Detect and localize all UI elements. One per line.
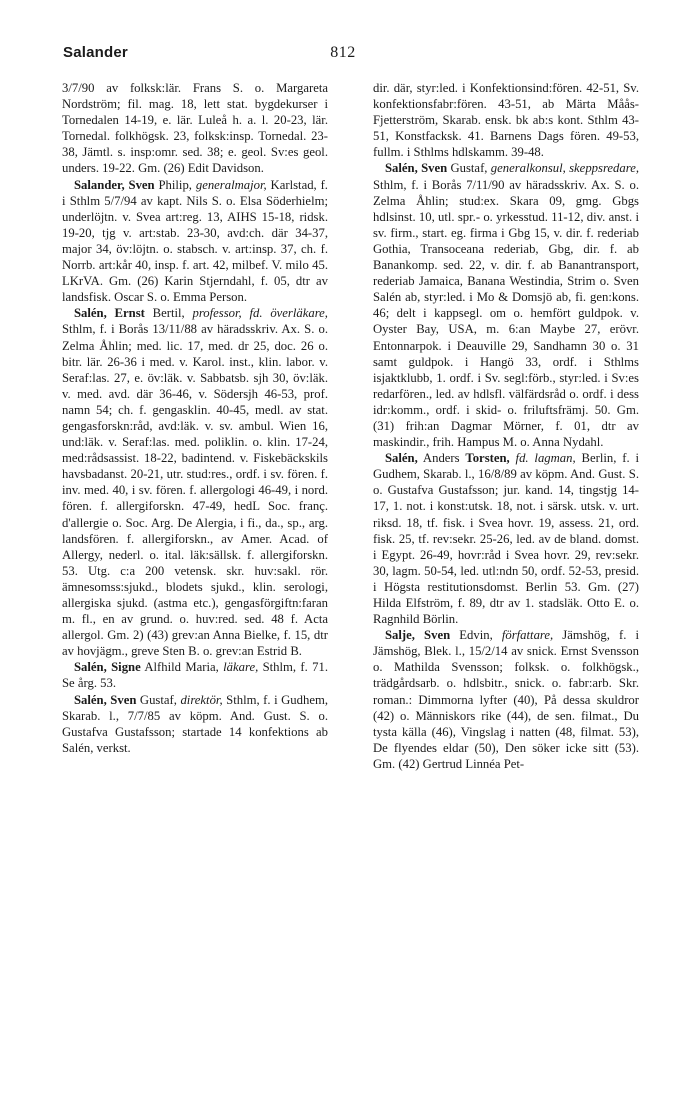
entry-occupation: fd. lagman,: [509, 451, 576, 466]
entry-occupation: författare,: [501, 628, 554, 643]
entry-headword: Salén,: [385, 451, 418, 466]
entry-occupation: direktör,: [180, 692, 223, 707]
entry-headword-secondary: Torsten,: [465, 451, 510, 466]
entry-headword: Salén, Sven: [74, 692, 137, 707]
entry-salen-torsten: Salén, Anders Torsten, fd. lagman, Berlin, f. i Gudhem, Skarab. l., 16/8/89 av köpm. And. Gust. S. o. Gustafva Gustafsson; jur. kand. 14, tingstjg 14-17, 1. not. i konst:utsk. 18, not. i särsk. utsk. v. urt. riksd. 18, tf. fisk. i Svea hovr. 19, assess. 21, ord. fisk. 25, tf. rev:sekr. 25-26, led. av de bland. domst. i Egypt. 26-49, hovr:råd i Svea hovr. 29, rev:sekr. 30, lagm. 50-54, led. utl:ndn 50, ordf. 52-53, presid. i Högsta restitutionsdomst. Berlin 53. Gm. (27) Hilda Elfström, f. 89, dtr av 1. stadsläk. Otto E. o. Ragnhild Börlin.: [373, 451, 639, 627]
entry-headword: Salén, Ernst: [74, 306, 145, 321]
page-header: [63, 44, 643, 66]
entry-headword: Salander, Sven: [74, 177, 155, 192]
entry-salen-sven-direktor: Salén, Sven Gustaf, direktör, Sthlm, f. i Gudhem, Skarab. l., 7/7/85 av köpm. And. Gust. S. o. Gustafva Gustafsson; startade 14 konfektions ab Salén, verkst.: [62, 692, 329, 755]
entry-headword: Salje, Sven: [385, 628, 451, 643]
entry-occupation: läkare,: [223, 660, 259, 675]
entry-salen-signe: Salén, Signe Alfhild Maria, läkare, Sthlm, f. 71. Se årg. 53.: [62, 660, 328, 691]
entry-salander-sven: Salander, Sven Philip, generalmajor, Karlstad, f. i Sthlm 5/7/94 av kapt. Nils S. o. Elsa Söderhielm; underlöjtn. v. Svea art:reg. 13, AIHS 15-18, ridsk. 19-20, tjg v. art:stab. 23-30, avd:ch. där 34-37, major 34, öv:löjtn. o. stabsch. v. art:insp. 37, ch. f. Norrb. art:kår 40, insp. f. art. 42, milbef. V. milo 45. LKrVA. Gm. (26) Karin Stjerndahl, f. 05, dtr av landsfisk. Oscar S. o. Emma Person.: [62, 177, 328, 305]
entry-salje-sven: Salje, Sven Edvin, författare, Jämshög, f. i Jämshög, Blek. l., 15/2/14 av snick. Ernst Svensson o. Mathilda Svensson; folksk. o. folkhögsk., trädgårdsarb. o. hdlsbitr., snick. o. fabr:arb. Skr. roman.: Dimmorna lyfter (40), På dessa skuldror (42) o. Människors rike (44), de sen. filmat., Du tysta källa (46), Vingslag i natten (48, filmat. 53), De flyendes eldar (50), Den söker icke sitt (53). Gm. (42) Gertrud Linnéa Pet-: [373, 628, 639, 771]
entry-occupation: generalkonsul, skeppsredare,: [490, 161, 639, 176]
entry-headword: Salén, Sven: [385, 161, 448, 176]
right-column: [373, 80, 639, 772]
entry-salen-ernst: Salén, Ernst Bertil, professor, fd. överläkare, Sthlm, f. i Borås 13/11/88 av häradsskriv. Ax. S. o. Zelma Åhlin; med. lic. 17, med. dr 25, doc. 26 o. bitr. lär. 26-36 i med. v. Karol. inst., klin. labor. v. Seraf:las. 27, e. öv:läk. v. Sabbatsb. sjh 30, öv:läk. v. med. avd. där 36-46, v. Södersjh 46-53, prof. namn 54; ch. f. gengasklin. 40-45, medl. av stat. gengasforskn:råd, avd:läk. v. sv. ambul. Wien 16, und:läk. v. Seraf:las. med. poliklin. o. klin. 17-24, med:rådsassist. 18-22, badintend. v. Fiskebäckskils havsbadanst. 20-21, utr. stud:res., ordf. i sv. fören. f. inv. med. 40, i sv. fören. f. allergologi 46-49, i nord. fören. f. allergiforskn. 47-49, hedL Soc. franç. d'allergie o. Soc. Arg. De Alergia, i fi., da., sp., arg. landsfören. f. allergiforskn., av Amer. Acad. of Allergy, nederl. o. ital. läk:sällsk. f. allergiforskn. 53. Utg. c:a 200 vetensk. skr. huv:sakl. rör. ämnesomss:sjukd., blodets sjukd., klin. serologi, allergiska sjukd. (astma etc.), gengasförgiftn:faran m. fl., en av grund. o. huv:red. sed. 48 f. Acta allergol. Gm. 2) (43) grev:an Anna Bielke, f. 15, dtr av hovjägm., greve Sten B. o. grev:an Estrid B.: [62, 306, 328, 659]
page-number: 812: [330, 44, 356, 61]
entry-occupation: generalmajor,: [195, 177, 267, 192]
entry-headword: Salén, Signe: [74, 660, 141, 675]
running-head: Salander: [63, 44, 128, 61]
left-column: [62, 80, 328, 756]
entry-occupation: professor, fd. överläkare,: [192, 306, 328, 321]
entry-salen-sven-generalkonsul: Salén, Sven Gustaf, generalkonsul, skeppsredare, Sthlm, f. i Borås 7/11/90 av häradsskriv. Ax. S. o. Zelma Åhlin; stud:ex. Skara 09, gmg. Gbgs hdlsinst. 10, utl. spr.- o. yrkesstud. 11-12, div. anst. i sv. firm., start. eg. firma i Gbg 15, v. dir. f. rederiab Gothia, Transoceana rederiab, Gbg, dir. f. ab Banankomp. sed. 22, v. dir. f. ab Banantransport, rederiab Jamaica, Banana Westindia, Strim o. Sven Salén ab, styr:led. i Mo & Domsjö ab, fi. gen:kons. 46; delt i kappsegl. om o. hemfört guldpok. v. Oyster Bay, USA, m. 6:an Maybe 27, erövr. Entonnarpok. i Deauville 29, Sandhamn 30 o. 31 samt guldpok. i Hangö 33, ordf. i Sthlms isjaktklubb, 1. ordf. i Sv. segl:förb., styr:led. i Sv:es redarfören., led. av hdlsfl. välfärdsråd o. ordf. i dess idr:komm., ordf. i skid- o. friluftsfrämj. 50. Gm. (31) frih:an Dagmar Mörner, f. 01, dtr av maskindir., frih. Hampus M. o. Anna Nydahl.: [373, 161, 639, 450]
entry-continuation: dir. där, styr:led. i Konfektionsind:fören. 42-51, Sv. konfektionsfabr:fören. 43-51, ab Märta Måås-Fjetterström, Skarab. ensk. bk ab:s kont. Sthlm 43-51, Konstfacksk. 41. Barnens Dags fören. 49-53, fullm. i Sthlms hdlskamm. 39-48.: [373, 81, 639, 160]
entry-continuation: 3/7/90 av folksk:lär. Frans S. o. Margareta Nordström; fil. mag. 18, lett stat. bygdekurser i Tornedalen 14-19, e. lär. Luleå h. a. l. 20-23, lär. Tornedal. folkhögsk. 23, folksk:insp. Tornedal. 23-38, Jämtl. s. insp:omr. sed. 38; e. geol. Sv:es geol. unders. 19-22. Gm. (26) Edit Davidson.: [62, 81, 328, 176]
